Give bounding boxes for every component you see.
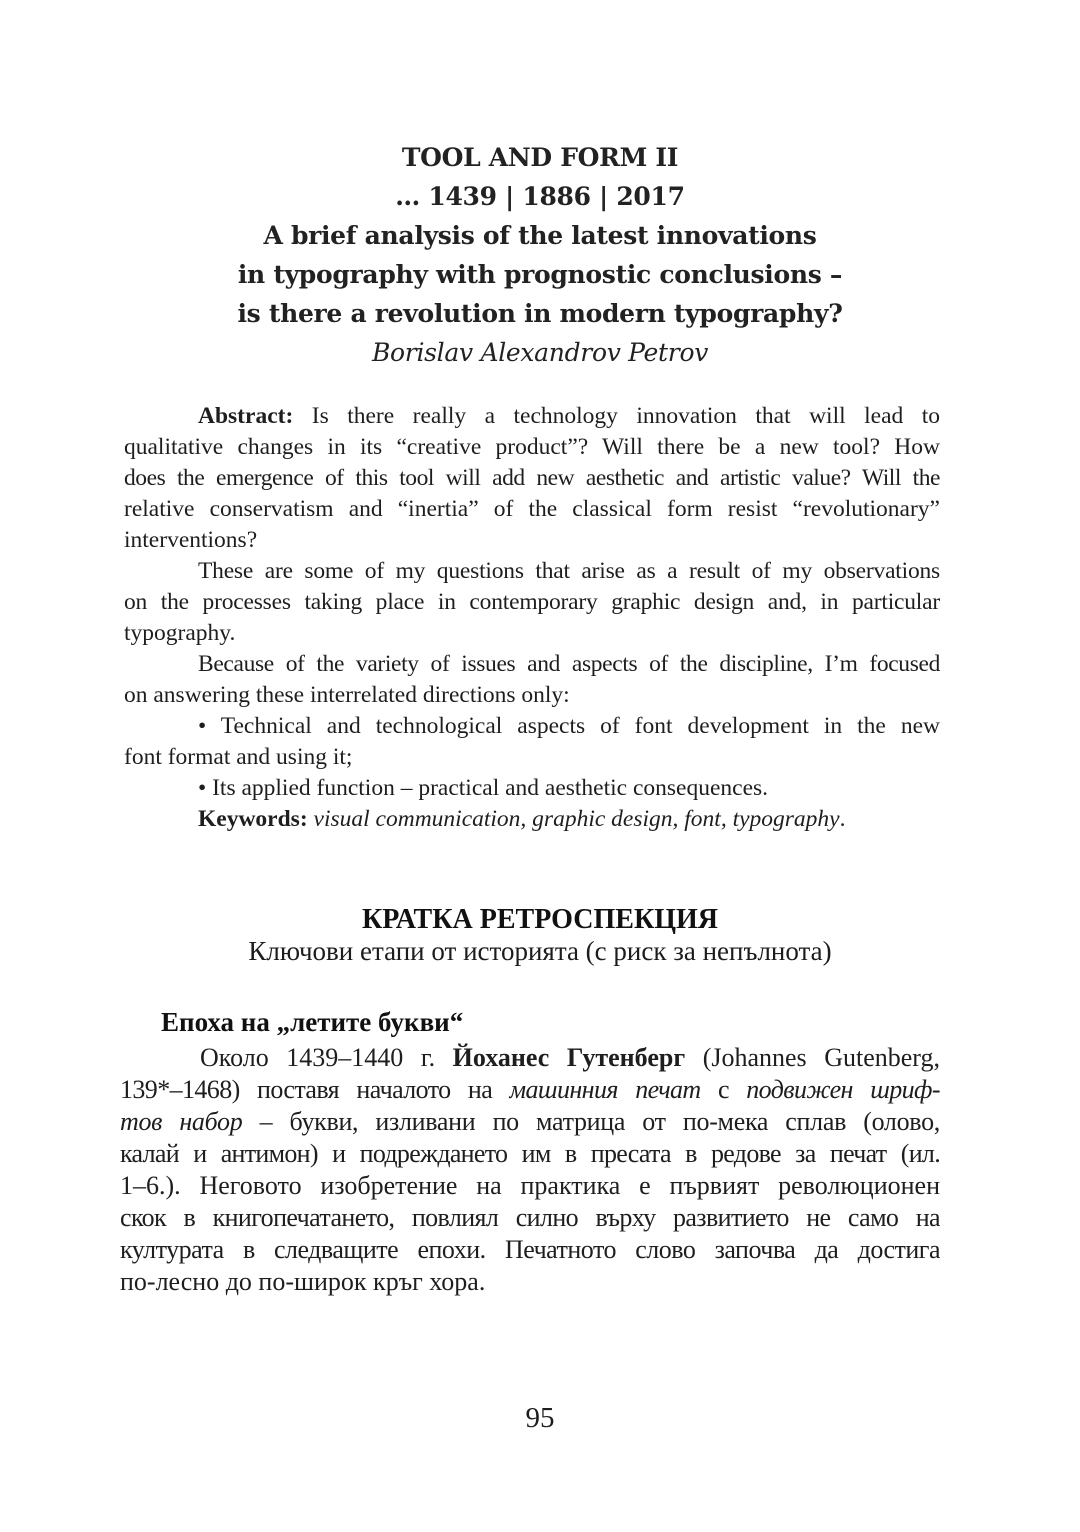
abstract [124, 401, 940, 835]
person-name: Йоханес Гутенберг [452, 1043, 686, 1072]
paragraph-line: 1–6.). Неговото изобретение на практика е първият революционен [120, 1171, 940, 1200]
abstract-line: does the emergence of this tool will add new aesthetic and artistic value? Will the [124, 465, 940, 491]
subsection-heading: Епоха на „летите букви“ [161, 1007, 464, 1037]
title-line: is there a revolution in modern typography? [237, 299, 843, 328]
bullet-item: • Technical and technological aspects of font development in the new [198, 713, 940, 739]
paragraph-line: 139*–1468) поставя началото на машинния печат с подвижен шриф- [120, 1075, 940, 1104]
abstract-line: typography. [124, 620, 236, 646]
author-name: Borislav Alexandrov Petrov [371, 338, 709, 367]
paragraph-line: калай и антимон) и подреждането им в пресата в редове за печат (ил. [120, 1139, 940, 1168]
paragraph-line: културата в следващите епохи. Печатното слово започва да достига [120, 1235, 940, 1264]
body-paragraph [120, 1042, 940, 1298]
paragraph-line: по-лесно до по-широк кръг хора. [120, 1267, 486, 1296]
abstract-line: Abstract: Is there really a technology innovation that will lead to [198, 403, 940, 429]
abstract-label: Abstract: [198, 403, 294, 429]
paragraph-line: скок в книгопечатането, повлиял силно върху развитието не само на [120, 1203, 940, 1232]
bullet-item-continued: font format and using it; [124, 744, 353, 770]
keywords-list: visual communication, graphic design, font, typography [307, 806, 840, 832]
title-line: … 1439 | 1886 | 2017 [395, 182, 685, 211]
abstract-line: on the processes taking place in contemporary graphic design and, in particular [124, 589, 940, 615]
abstract-line: interventions? [124, 527, 258, 553]
page-number: 95 [525, 1402, 555, 1434]
article-title-block [0, 138, 1080, 372]
title-line: in typography with prognostic conclusions – [237, 260, 843, 289]
keywords: Keywords: visual communication, graphic design, font, typography. [198, 806, 846, 832]
paragraph-line: тов набор – букви, изливани по матрица от по-мека сплав (олово, [120, 1107, 940, 1136]
paragraph-line: Около 1439–1440 г. Йоханес Гутенберг (Johannes Gutenberg, [200, 1043, 940, 1072]
section-heading: КРАТКА РЕТРОСПЕКЦИЯ [361, 904, 719, 935]
bullet-item: • Its applied function – practical and aesthetic consequences. [198, 775, 769, 801]
abstract-line: qualitative changes in its “creative product”? Will there be a new tool? How [124, 434, 940, 460]
title-line: TOOL AND FORM II [401, 143, 679, 172]
abstract-line: relative conservatism and “inertia” of the classical form resist “revolutionary” [124, 496, 940, 522]
abstract-line: These are some of my questions that arise as a result of my observations [198, 558, 940, 584]
title-line: A brief analysis of the latest innovations [263, 221, 817, 250]
abstract-line: Because of the variety of issues and aspects of the discipline, I’m focused [198, 651, 940, 677]
section-subtitle: Ключови етапи от историята (с риск за непълнота) [248, 936, 832, 966]
abstract-line: on answering these interrelated directions only: [124, 682, 570, 708]
keywords-label: Keywords: [198, 806, 308, 832]
